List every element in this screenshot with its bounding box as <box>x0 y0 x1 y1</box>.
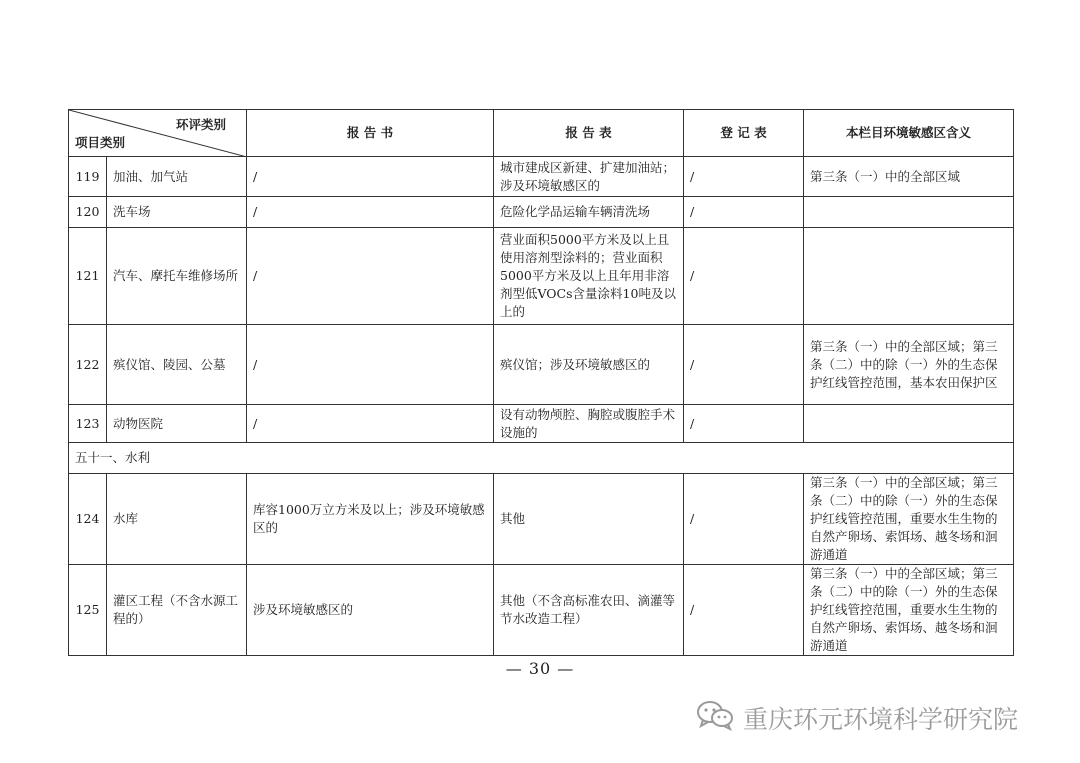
row-number: 119 <box>69 157 107 197</box>
sensitive-area-cell <box>804 197 1014 228</box>
report-book-cell: 涉及环境敏感区的 <box>247 565 494 656</box>
header-eia-category: 环评类别 <box>175 117 226 132</box>
register-cell: / <box>684 474 804 565</box>
report-table-cell: 城市建成区新建、扩建加油站；涉及环境敏感区的 <box>494 157 684 197</box>
report-table-cell: 殡仪馆；涉及环境敏感区的 <box>494 325 684 405</box>
report-table-cell: 设有动物颅腔、胸腔或腹腔手术设施的 <box>494 405 684 443</box>
section-row <box>69 443 1014 474</box>
section-title: 五十一、水利 <box>69 443 1014 474</box>
table-row <box>69 565 1014 656</box>
project-category: 动物医院 <box>107 405 247 443</box>
report-book-cell: / <box>247 197 494 228</box>
row-number: 124 <box>69 474 107 565</box>
header-sensitive-area: 本栏目环境敏感区含义 <box>804 110 1014 157</box>
row-number: 125 <box>69 565 107 656</box>
table-row <box>69 228 1014 325</box>
row-number: 123 <box>69 405 107 443</box>
report-book-cell: 库容1000万立方米及以上；涉及环境敏感区的 <box>247 474 494 565</box>
project-category: 水库 <box>107 474 247 565</box>
report-book-cell: / <box>247 228 494 325</box>
register-cell: / <box>684 325 804 405</box>
project-category: 洗车场 <box>107 197 247 228</box>
table-row <box>69 197 1014 228</box>
sensitive-area-cell: 第三条（一）中的全部区域；第三条（二）中的除（一）外的生态保护红线管控范围，重要水生生物的自然产卵场、索饵场、越冬场和洄游通道 <box>804 474 1014 565</box>
sensitive-area-cell <box>804 405 1014 443</box>
row-number: 121 <box>69 228 107 325</box>
register-cell: / <box>684 197 804 228</box>
page-number: — 30 — <box>505 659 575 678</box>
register-cell: / <box>684 565 804 656</box>
wechat-icon <box>695 699 735 737</box>
table-row <box>69 474 1014 565</box>
project-category: 汽车、摩托车维修场所 <box>107 228 247 325</box>
diagonal-header-cell <box>69 110 247 157</box>
report-table-cell: 其他 <box>494 474 684 565</box>
sensitive-area-cell: 第三条（一）中的全部区域；第三条（二）中的除（一）外的生态保护红线管控范围，基本农田保护区 <box>804 325 1014 405</box>
table-row <box>69 157 1014 197</box>
header-project-category: 项目类别 <box>75 135 126 150</box>
header-report-book: 报 告 书 <box>247 110 494 157</box>
row-number: 122 <box>69 325 107 405</box>
table-row <box>69 325 1014 405</box>
report-table-cell: 营业面积5000平方米及以上且使用溶剂型涂料的；营业面积5000平方米及以上且年用非溶剂型低VOCs含量涂料10吨及以上的 <box>494 228 684 325</box>
project-category: 加油、加气站 <box>107 157 247 197</box>
report-table-cell: 危险化学品运输车辆清洗场 <box>494 197 684 228</box>
sensitive-area-cell: 第三条（一）中的全部区域 <box>804 157 1014 197</box>
header-report-table: 报 告 表 <box>494 110 684 157</box>
project-category: 灌区工程（不含水源工程的） <box>107 565 247 656</box>
sensitive-area-cell: 第三条（一）中的全部区域；第三条（二）中的除（一）外的生态保护红线管控范围，重要水生生物的自然产卵场、索饵场、越冬场和洄游通道 <box>804 565 1014 656</box>
register-cell: / <box>684 405 804 443</box>
table-header-row <box>69 110 1014 157</box>
register-cell: / <box>684 157 804 197</box>
report-book-cell: / <box>247 405 494 443</box>
sensitive-area-cell <box>804 228 1014 325</box>
report-book-cell: / <box>247 157 494 197</box>
project-category: 殡仪馆、陵园、公墓 <box>107 325 247 405</box>
register-cell: / <box>684 228 804 325</box>
report-book-cell: / <box>247 325 494 405</box>
watermark-text: 重庆环元环境科学研究院 <box>743 705 1019 734</box>
header-register-table: 登 记 表 <box>684 110 804 157</box>
watermark <box>695 700 1018 736</box>
report-table-cell: 其他（不含高标准农田、滴灌等节水改造工程） <box>494 565 684 656</box>
table-row <box>69 405 1014 443</box>
row-number: 120 <box>69 197 107 228</box>
eia-classification-table <box>68 109 1014 656</box>
